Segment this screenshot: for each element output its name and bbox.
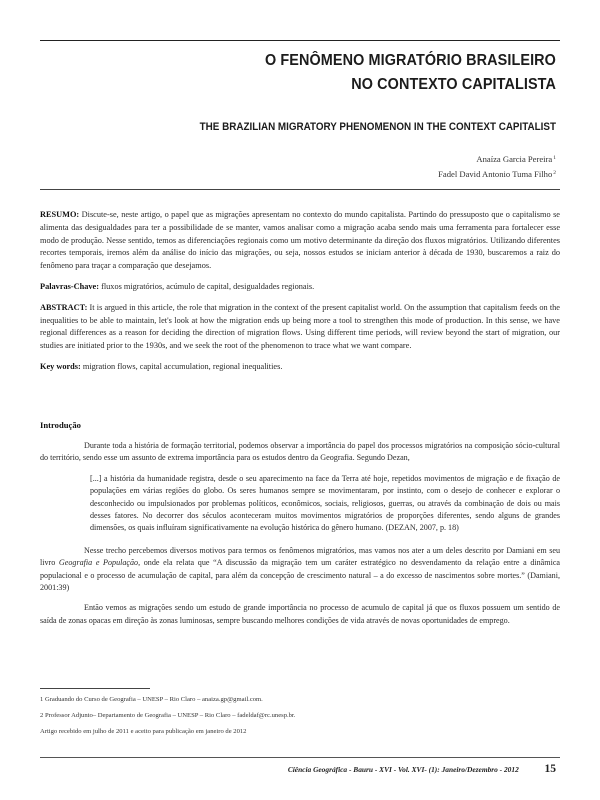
authors-block bbox=[256, 152, 556, 181]
intro-paragraph-3: Então vemos as migrações sendo um estudo de grande importância no processo de acumulo de capital já que os fluxos possuem um sentido de saída de zonas opacas em direção às zonas luminosas, sempre buscando melhores condições de vida através de novas oportunidades de emprego. bbox=[40, 603, 560, 625]
top-rule bbox=[40, 40, 560, 41]
intro-paragraph-2: Nesse trecho percebemos diversos motivos para termos os fenômenos migratórios, mas vamos nos ater a um deles descrito por Damiani em seu livro Geografia e População, onde ela relata que “A discussão da migração tem um caráter estratégico no desvendamento da relação entre a dinâmica populacional e o processo de acumulação de capital, para além da concepção de crescimento natural – a do excesso de nascimentos sobre mortes.” (Damiani, 2001:39) bbox=[40, 545, 561, 593]
footnote-1: 1 Graduando do Curso de Geografia – UNESP – Rio Claro – anaiza.gp@gmail.com. bbox=[40, 696, 263, 703]
introduction-body bbox=[40, 440, 560, 627]
author-1: Anaíza Garcia Pereira$^1$ bbox=[476, 154, 556, 164]
title-line-2: NO CONTEXTO CAPITALISTA bbox=[351, 76, 556, 93]
intro-paragraph-1: Durante toda a história de formação territorial, podemos observar a importância do papel dos processos migratórios na composição sócio-cultural do território, sendo esse um assunto de extrema importância para os estudos dentro da Geografia. Segundo Dezan, bbox=[40, 441, 560, 463]
block-quote: [...] a história da humanidade registra, desde o seu aparecimento na face da Terra até hoje, repetidos movimentos de migração e de fixação de populações em várias regiões do globo. Os seres humanos sempre se movimentaram, por instinto, com o desejo de conhecer e explorar o desconhecido ou impulsionados por problemas políticos, econômicos, sociais, religiosos, guerras, ou através da combinação de dois ou mais desses fatores. No decorrer dos séculos aconteceram muitos movimentos migratórios de proporções diferentes, sendo alguns de grandes dimensões, os quais influíram significativamente na evolução histórica do gênero humano. (DEZAN, 2007, p. 18) bbox=[90, 473, 560, 533]
author-2: Fadel David Antonio Tuma Filho$^2$ bbox=[438, 168, 556, 179]
article-title bbox=[119, 49, 556, 97]
keywords-paragraph: Key words: migration flows, capital accumulation, regional inequalities. bbox=[40, 361, 283, 371]
journal-footer bbox=[288, 763, 556, 775]
abstract-paragraph: ABSTRACT: It is argued in this article, the role that migration in the context of the present capitalist world. On the assumption that capitalism feeds on the inequalities to be able to maintain, let's look at how the migration ends up being more a tool to strengthen this mode of production. In this sense, we have regional differences as a reason for deciding the direction of migration flows. Using different time periods, will review beyond the start of migration, our studies are initiated prior to the 1930s, and we seek the root of the phenomenon to trace what we want compare. bbox=[40, 302, 560, 351]
english-title: THE BRAZILIAN MIGRATORY PHENOMENON IN THE CONTEXT CAPITALIST bbox=[199, 121, 556, 133]
section-heading-introducao: Introdução bbox=[40, 420, 81, 430]
header-divider bbox=[40, 189, 560, 190]
footnote-2: 2 Professor Adjunto– Departamento de Geografia – UNESP – Rio Claro – fadeldaf@rc.unesp.br. bbox=[40, 712, 296, 719]
page-number: 15 bbox=[544, 763, 556, 775]
received-note: Artigo recebido em julho de 2011 e aceito para publicação em janeiro de 2012 bbox=[40, 728, 247, 735]
journal-citation: Ciência Geográfica - Bauru - XVI - Vol. XVI- (1): Janeiro/Dezembro - 2012 bbox=[287, 765, 519, 774]
book-title: Geografia e População bbox=[58, 558, 139, 568]
resumo-paragraph: RESUMO: Discute-se, neste artigo, o papel que as migrações apresentam no contexto do mundo capitalista. Partindo do pressuposto que o capitalismo se alimenta das desigualdades para ter a possibilidade de se manter, vamos analisar como a migração acaba sendo mais uma ferramenta para fortalecer esse modo de produção. Nesse sentido, temos as diferenciações regionais como um motivo determinante da direção dos fluxos migratórios. Utilizando diferentes recortes temporais, iremos além da análise do início das migrações, ou seja, nossos estudos se iniciam anterior à década de 1930, buscaremos a raiz do fenômeno para traçar a comparação que desejamos. bbox=[40, 210, 560, 271]
palavras-chave-paragraph: Palavras-Chave: fluxos migratórios, acúmulo de capital, desigualdades regionais. bbox=[40, 281, 315, 291]
footnotes bbox=[40, 695, 560, 743]
abstract-section bbox=[40, 209, 560, 382]
footnote-rule bbox=[40, 688, 150, 689]
footer-rule bbox=[40, 757, 560, 758]
title-line-1: O FENÔMENO MIGRATÓRIO BRASILEIRO bbox=[264, 52, 556, 69]
